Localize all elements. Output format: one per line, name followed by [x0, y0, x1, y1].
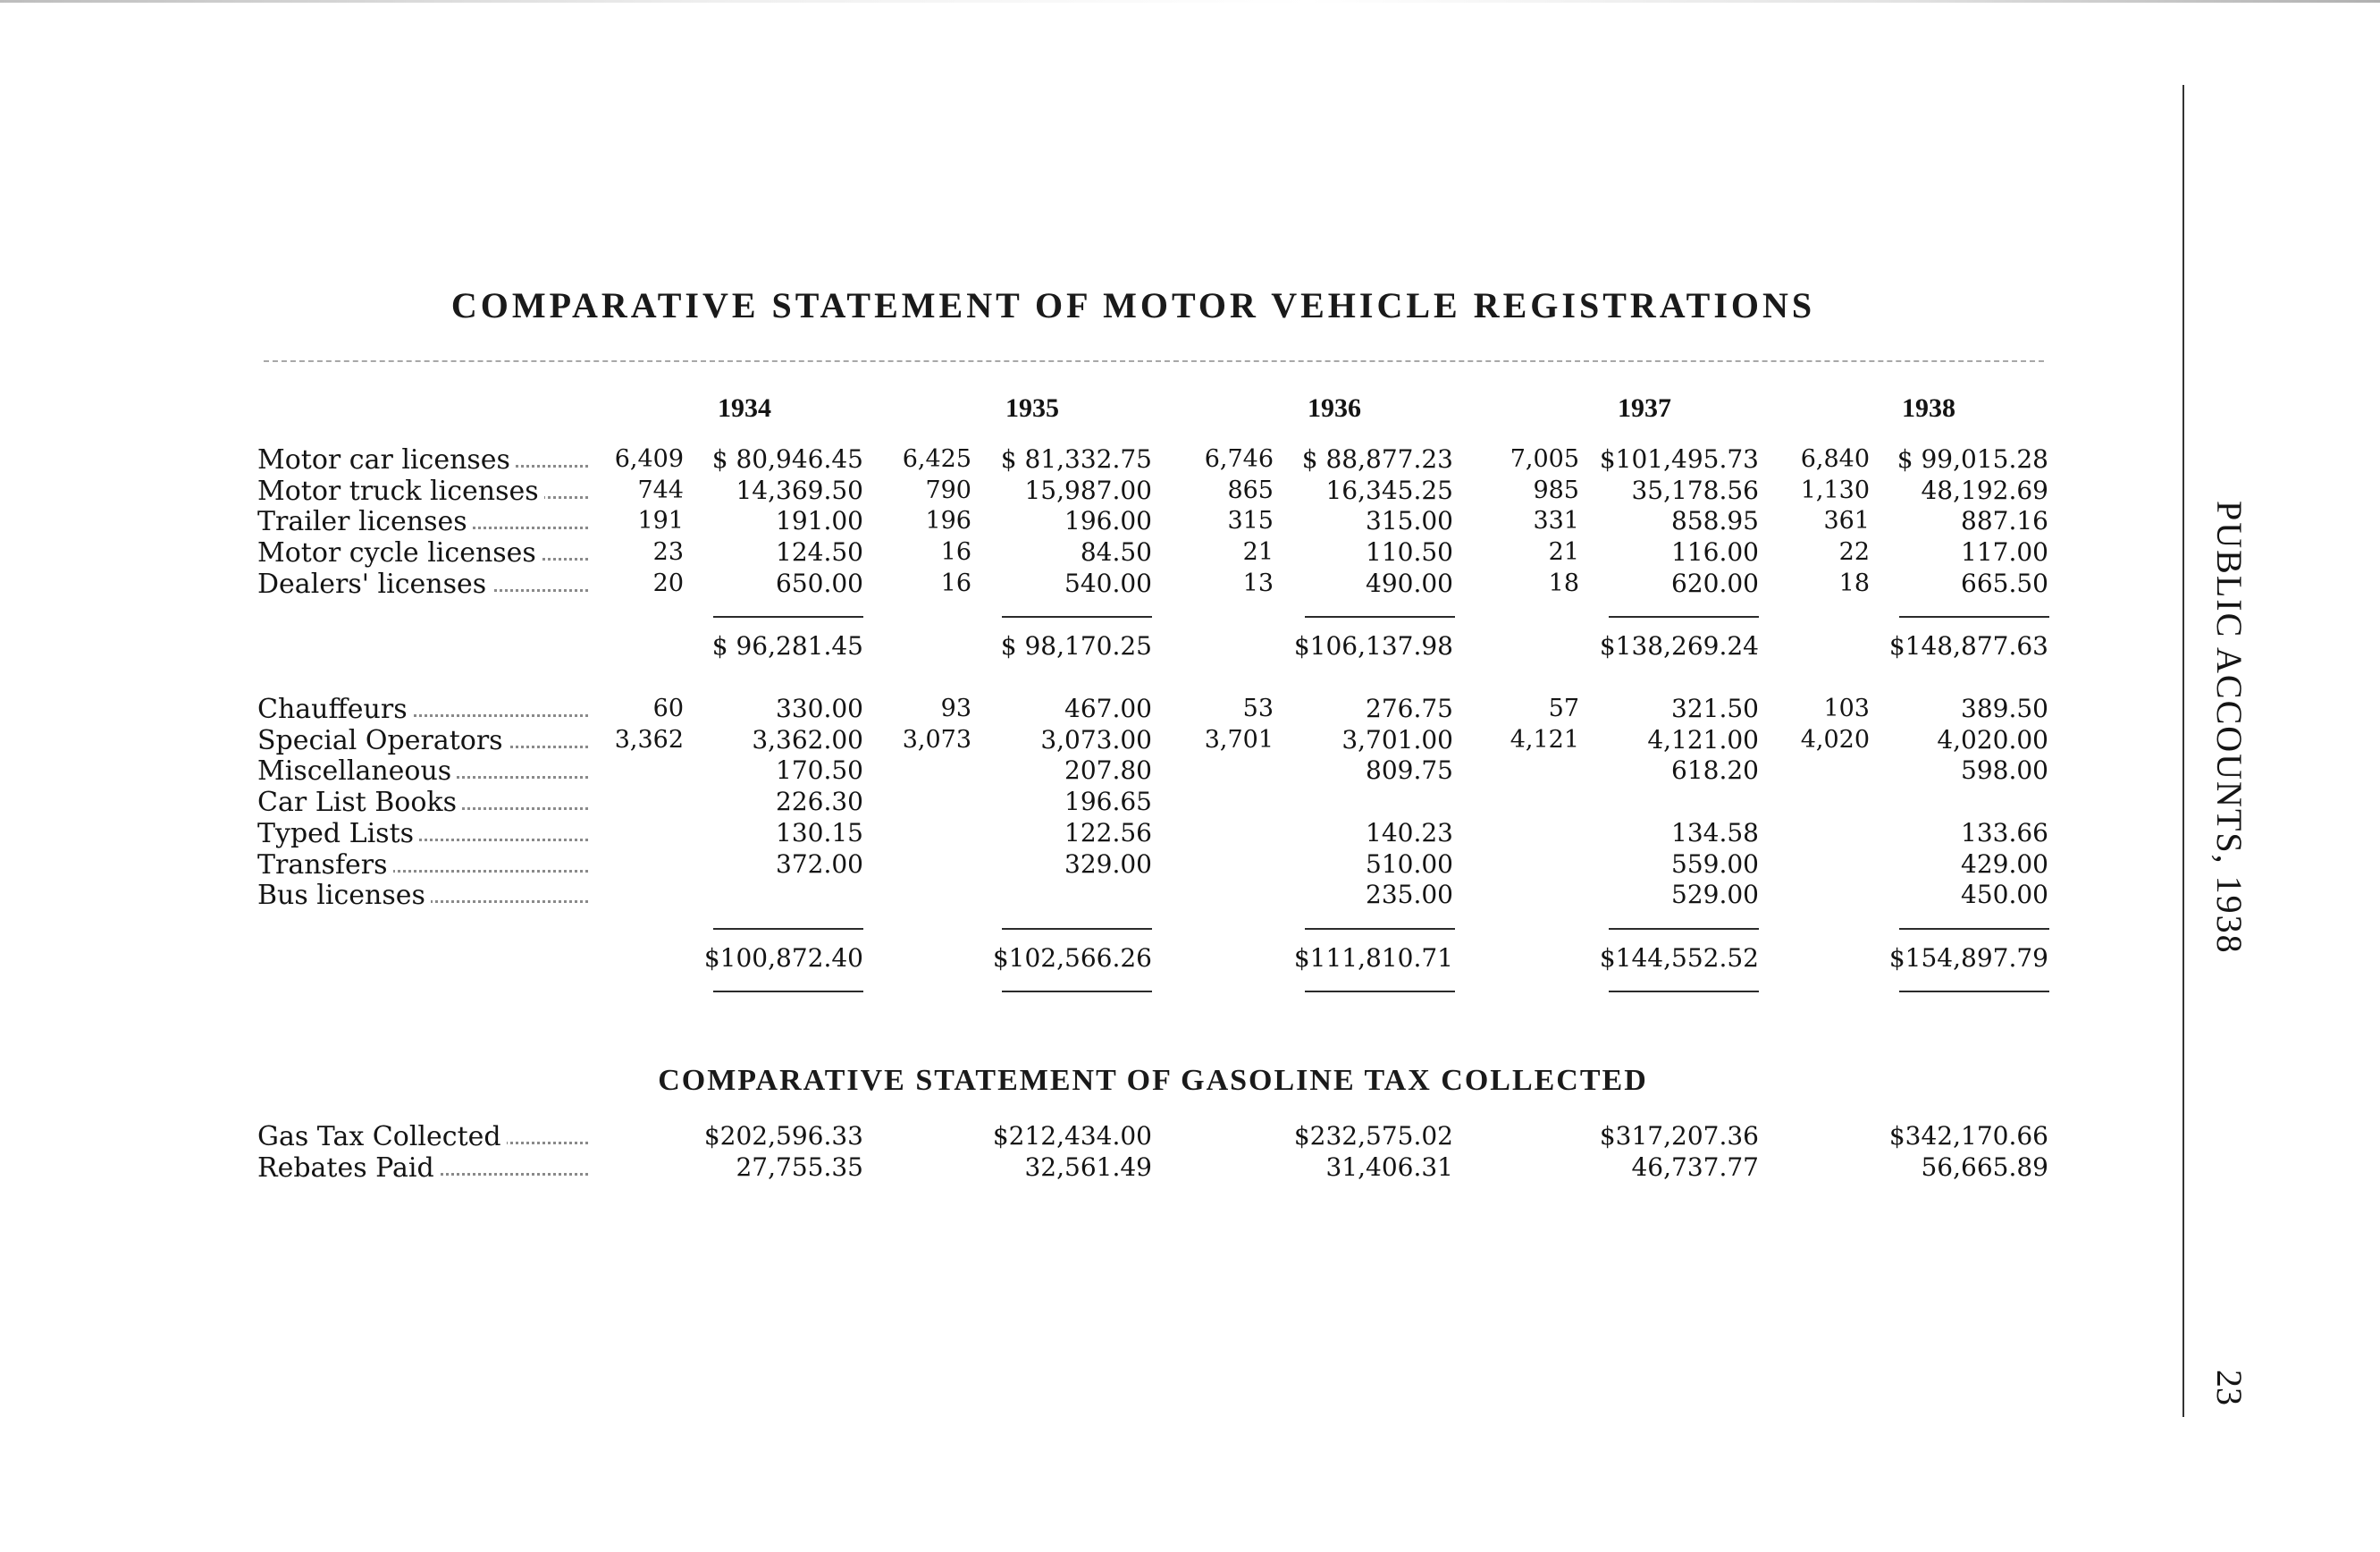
- amount-cell: 372.00: [776, 848, 863, 879]
- gas-amount-cell: $317,207.36: [1599, 1121, 1759, 1151]
- margin-rule: [2182, 85, 2184, 1417]
- count-cell: 6,746: [1204, 445, 1274, 473]
- amount-cell: 14,369.50: [736, 475, 863, 505]
- amount-cell: 196.00: [1064, 506, 1152, 536]
- total-cell: $144,552.52: [1599, 943, 1759, 973]
- amount-cell: 226.30: [776, 787, 863, 817]
- amount-cell: $ 99,015.28: [1896, 444, 2048, 474]
- row-label-text: Typed Lists: [257, 818, 419, 848]
- amount-cell: 235.00: [1366, 880, 1453, 910]
- amount-cell: 329.00: [1064, 848, 1152, 879]
- amount-cell: 117.00: [1961, 537, 2048, 568]
- subtotal-rule: [1609, 616, 1759, 618]
- amount-cell: 598.00: [1961, 755, 2048, 786]
- gas-amount-cell: 32,561.49: [1024, 1151, 1152, 1182]
- row-label: [257, 569, 597, 599]
- amount-cell: 4,020.00: [1937, 724, 2048, 755]
- total-cell: $102,566.26: [992, 943, 1152, 973]
- amount-cell: 84.50: [1080, 537, 1152, 568]
- count-cell: 57: [1548, 695, 1579, 722]
- amount-cell: 429.00: [1961, 848, 2048, 879]
- row-label: [257, 725, 597, 755]
- amount-cell: 330.00: [776, 694, 863, 723]
- amount-cell: 620.00: [1671, 568, 1759, 598]
- count-cell: 3,362: [614, 725, 684, 754]
- count-cell: 4,121: [1510, 725, 1579, 754]
- total-rule-top: [713, 928, 863, 930]
- count-cell: 865: [1227, 476, 1274, 504]
- row-label: [257, 444, 597, 475]
- running-header-text: PUBLIC ACCOUNTS, 1938: [2209, 501, 2250, 955]
- year-header-1934: 1934: [718, 393, 771, 423]
- gas-row-label: [257, 1152, 597, 1183]
- subtotal-cell: $148,877.63: [1888, 631, 2048, 661]
- count-cell: 53: [1242, 695, 1274, 722]
- gas-tax-title: COMPARATIVE STATEMENT OF GASOLINE TAX COLLECTED: [658, 1064, 1648, 1097]
- subtotal-cell: $138,269.24: [1599, 631, 1759, 661]
- row-label: [257, 537, 597, 568]
- row-label-text: Motor cycle licenses: [257, 537, 542, 568]
- gas-amount-cell: $212,434.00: [992, 1121, 1152, 1151]
- total-rule-bottom: [1002, 991, 1152, 992]
- amount-cell: $ 80,946.45: [711, 444, 863, 474]
- amount-cell: 490.00: [1366, 568, 1453, 598]
- gas-amount-cell: 56,665.89: [1921, 1151, 2048, 1182]
- amount-cell: 122.56: [1064, 817, 1152, 848]
- count-cell: 7,005: [1510, 445, 1579, 473]
- count-cell: 3,701: [1204, 725, 1274, 754]
- amount-cell: 170.50: [776, 755, 863, 786]
- count-cell: 4,020: [1800, 725, 1870, 754]
- year-header-1938: 1938: [1902, 393, 1955, 423]
- row-label-text: Motor car licenses: [257, 444, 516, 475]
- amount-cell: 48,192.69: [1921, 475, 2048, 505]
- count-cell: 1,130: [1800, 476, 1870, 504]
- count-cell: 18: [1838, 569, 1870, 597]
- count-cell: 18: [1548, 569, 1579, 597]
- row-label: [257, 506, 597, 536]
- row-label: [257, 755, 597, 786]
- row-label: [257, 849, 597, 880]
- row-label-text: Bus licenses: [257, 880, 431, 910]
- gas-amount-cell: $342,170.66: [1888, 1121, 2048, 1151]
- title-divider: [264, 360, 2044, 362]
- amount-cell: 467.00: [1064, 694, 1152, 723]
- row-label-text: Car List Books: [257, 787, 462, 817]
- total-cell: $111,810.71: [1293, 943, 1453, 973]
- row-label-text: Transfers: [257, 849, 393, 880]
- amount-cell: 3,362.00: [752, 724, 863, 755]
- total-rule-top: [1002, 928, 1152, 930]
- row-label: [257, 694, 597, 724]
- count-cell: 6,425: [902, 445, 971, 473]
- gas-row-label: [257, 1121, 597, 1151]
- subtotal-rule: [1305, 616, 1455, 618]
- count-cell: 21: [1242, 538, 1274, 567]
- amount-cell: 809.75: [1366, 755, 1453, 786]
- count-cell: 6,840: [1800, 445, 1870, 473]
- amount-cell: 140.23: [1366, 817, 1453, 848]
- count-cell: 331: [1533, 507, 1579, 536]
- subtotal-rule: [1002, 616, 1152, 618]
- row-label-text: Miscellaneous: [257, 755, 457, 786]
- gas-amount-cell: 46,737.77: [1631, 1151, 1759, 1182]
- running-header: [2206, 501, 2259, 1001]
- total-rule-bottom: [1609, 991, 1759, 992]
- amount-cell: 15,987.00: [1024, 475, 1152, 505]
- count-cell: 315: [1227, 507, 1274, 536]
- count-cell: 790: [925, 476, 971, 504]
- amount-cell: 858.95: [1671, 506, 1759, 536]
- amount-cell: $101,495.73: [1599, 444, 1759, 474]
- row-label-text: Special Operators: [257, 725, 509, 755]
- count-cell: 20: [652, 569, 684, 597]
- page-top-edge: [0, 0, 2380, 3]
- total-rule-bottom: [1899, 991, 2049, 992]
- page-number: [2206, 1370, 2259, 1423]
- amount-cell: 389.50: [1961, 694, 2048, 723]
- amount-cell: $ 81,332.75: [1000, 444, 1152, 474]
- row-label-text: Trailer licenses: [257, 506, 473, 536]
- count-cell: 744: [637, 476, 684, 504]
- count-cell: 3,073: [902, 725, 971, 754]
- page-title: COMPARATIVE STATEMENT OF MOTOR VEHICLE REGISTRATIONS: [450, 285, 1816, 325]
- row-label: [257, 787, 597, 817]
- gas-amount-cell: $232,575.02: [1293, 1121, 1453, 1151]
- amount-cell: 133.66: [1961, 817, 2048, 848]
- amount-cell: 116.00: [1671, 537, 1759, 568]
- year-header-1936: 1936: [1308, 393, 1361, 423]
- count-cell: 16: [940, 569, 971, 597]
- count-cell: 60: [652, 695, 684, 722]
- row-label-text: Dealers' licenses: [257, 569, 492, 599]
- subtotal-rule: [1899, 616, 2049, 618]
- row-label-text: Chauffeurs: [257, 694, 413, 724]
- count-cell: 196: [925, 507, 971, 536]
- amount-cell: 207.80: [1064, 755, 1152, 786]
- amount-cell: 276.75: [1366, 694, 1453, 723]
- row-label: [257, 880, 597, 910]
- total-rule-top: [1899, 928, 2049, 930]
- amount-cell: 887.16: [1961, 506, 2048, 536]
- amount-cell: 321.50: [1671, 694, 1759, 723]
- amount-cell: 315.00: [1366, 506, 1453, 536]
- total-rule-bottom: [1305, 991, 1455, 992]
- amount-cell: 618.20: [1671, 755, 1759, 786]
- subtotal-cell: $ 98,170.25: [1000, 631, 1152, 661]
- count-cell: 23: [652, 538, 684, 567]
- amount-cell: 124.50: [776, 537, 863, 568]
- count-cell: 191: [637, 507, 684, 536]
- subtotal-cell: $ 96,281.45: [711, 631, 863, 661]
- year-header-1935: 1935: [1005, 393, 1059, 423]
- page-number-text: 23: [2209, 1370, 2250, 1405]
- gas-amount-cell: 31,406.31: [1325, 1151, 1453, 1182]
- amount-cell: 4,121.00: [1647, 724, 1759, 755]
- total-cell: $100,872.40: [703, 943, 863, 973]
- gas-amount-cell: $202,596.33: [703, 1121, 863, 1151]
- count-cell: 985: [1533, 476, 1579, 504]
- year-header-1937: 1937: [1618, 393, 1671, 423]
- amount-cell: 540.00: [1064, 568, 1152, 598]
- row-label: [257, 818, 597, 848]
- total-cell: $154,897.79: [1888, 943, 2048, 973]
- gas-row-label-text: Rebates Paid: [257, 1152, 440, 1183]
- row-label: [257, 476, 597, 506]
- count-cell: 361: [1823, 507, 1870, 536]
- amount-cell: 3,701.00: [1341, 724, 1453, 755]
- amount-cell: 134.58: [1671, 817, 1759, 848]
- amount-cell: $ 88,877.23: [1301, 444, 1453, 474]
- amount-cell: 529.00: [1671, 880, 1759, 910]
- row-label-text: Motor truck licenses: [257, 476, 544, 506]
- amount-cell: 450.00: [1961, 880, 2048, 910]
- amount-cell: 196.65: [1064, 787, 1152, 817]
- amount-cell: 559.00: [1671, 848, 1759, 879]
- amount-cell: 110.50: [1366, 537, 1453, 568]
- amount-cell: 191.00: [776, 506, 863, 536]
- gas-amount-cell: 27,755.35: [736, 1151, 863, 1182]
- count-cell: 93: [940, 695, 971, 722]
- gas-row-label-text: Gas Tax Collected: [257, 1121, 507, 1151]
- subtotal-rule: [713, 616, 863, 618]
- count-cell: 6,409: [614, 445, 684, 473]
- amount-cell: 665.50: [1961, 568, 2048, 598]
- count-cell: 22: [1838, 538, 1870, 567]
- amount-cell: 130.15: [776, 817, 863, 848]
- amount-cell: 650.00: [776, 568, 863, 598]
- count-cell: 21: [1548, 538, 1579, 567]
- count-cell: 13: [1242, 569, 1274, 597]
- amount-cell: 16,345.25: [1325, 475, 1453, 505]
- amount-cell: 510.00: [1366, 848, 1453, 879]
- subtotal-cell: $106,137.98: [1293, 631, 1453, 661]
- amount-cell: 35,178.56: [1631, 475, 1759, 505]
- total-rule-top: [1609, 928, 1759, 930]
- count-cell: 103: [1823, 695, 1870, 722]
- total-rule-bottom: [713, 991, 863, 992]
- amount-cell: 3,073.00: [1040, 724, 1152, 755]
- total-rule-top: [1305, 928, 1455, 930]
- count-cell: 16: [940, 538, 971, 567]
